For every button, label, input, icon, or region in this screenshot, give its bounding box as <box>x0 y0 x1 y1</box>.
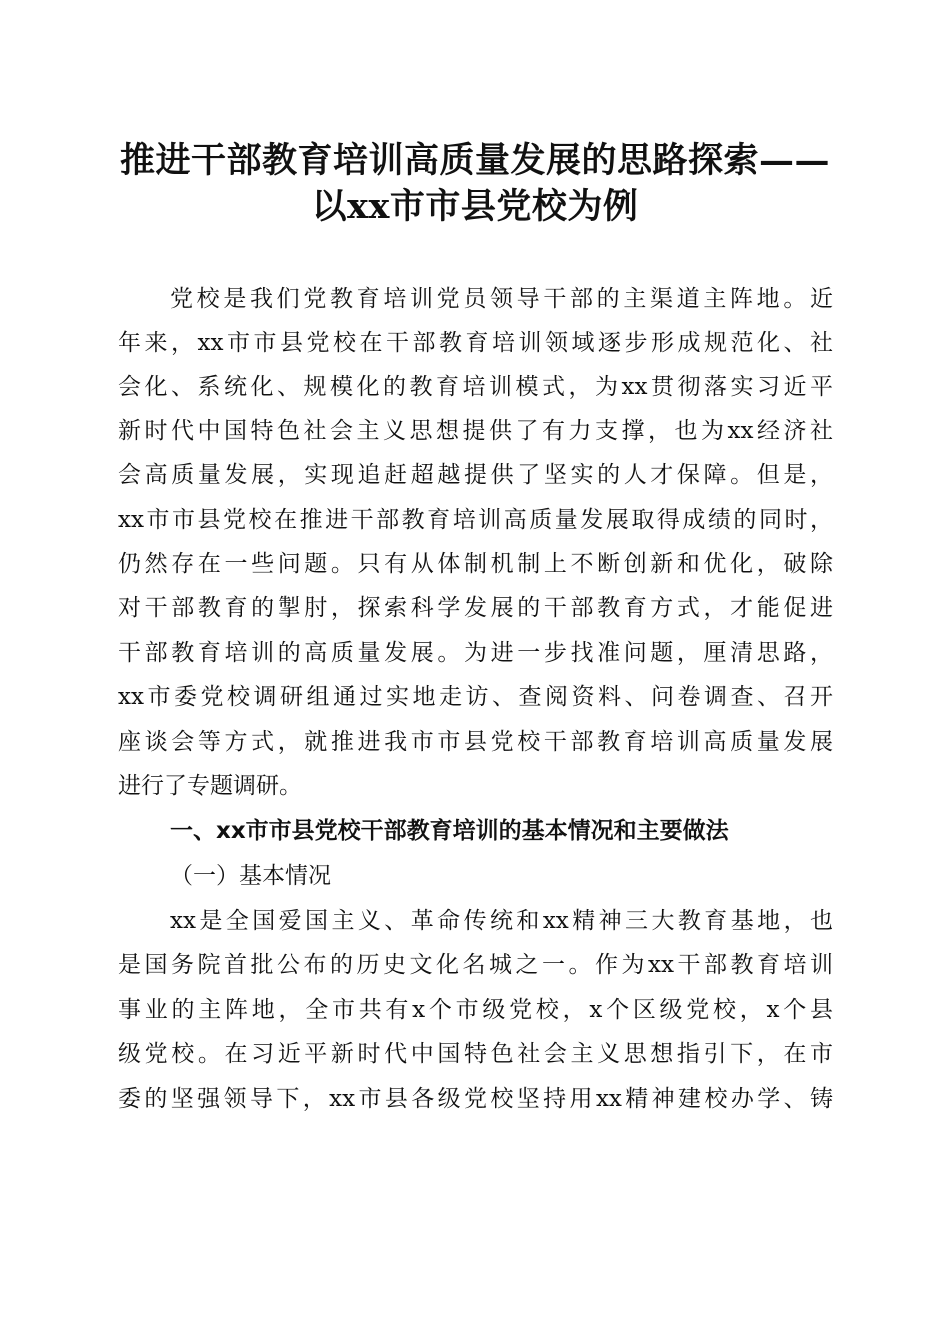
paragraph-line: 事业的主阵地，全市共有x个市级党校，x个区级党校，x个县 <box>118 997 833 1023</box>
paragraph-line: 委的坚强领导下，xx市县各级党校坚持用xx精神建校办学、铸 <box>118 1086 833 1112</box>
document-title-line-2: 以xx市市县党校为例 <box>311 186 639 227</box>
section-heading: 一、xx市市县党校干部教育培训的基本情况和主要做法 <box>170 818 729 844</box>
paragraph-line: 年来，xx市市县党校在干部教育培训领域逐步形成规范化、社 <box>118 330 833 356</box>
paragraph-line: 干部教育培训的高质量发展。为进一步找准问题，厘清思路， <box>118 640 833 666</box>
paragraph-line: 级党校。在习近平新时代中国特色社会主义思想指引下，在市 <box>118 1041 833 1067</box>
paragraph-line: 是国务院首批公布的历史文化名城之一。作为xx干部教育培训 <box>118 952 833 978</box>
paragraph-line: 会高质量发展，实现追赶超越提供了坚实的人才保障。但是， <box>118 462 833 488</box>
paragraph-line: 进行了专题调研。 <box>118 773 302 799</box>
paragraph-line: 对干部教育的掣肘，探索科学发展的干部教育方式，才能促进 <box>118 595 833 621</box>
subsection-heading: （一）基本情况 <box>170 863 331 889</box>
paragraph-line: xx市市县党校在推进干部教育培训高质量发展取得成绩的同时， <box>118 507 833 533</box>
paragraph-line: 党校是我们党教育培训党员领导干部的主渠道主阵地。近 <box>170 286 833 312</box>
paragraph-line: 仍然存在一些问题。只有从体制机制上不断创新和优化，破除 <box>118 551 833 577</box>
paragraph-line: 座谈会等方式，就推进我市市县党校干部教育培训高质量发展 <box>118 729 833 755</box>
paragraph-line: 会化、系统化、规模化的教育培训模式，为xx贯彻落实习近平 <box>118 374 833 400</box>
paragraph-line: 新时代中国特色社会主义思想提供了有力支撑，也为xx经济社 <box>118 418 833 444</box>
paragraph-line: xx是全国爱国主义、革命传统和xx精神三大教育基地，也 <box>170 908 833 934</box>
paragraph-line: xx市委党校调研组通过实地走访、查阅资料、问卷调查、召开 <box>118 684 833 710</box>
document-title-line-1: 推进干部教育培训高质量发展的思路探索—— <box>119 140 830 181</box>
